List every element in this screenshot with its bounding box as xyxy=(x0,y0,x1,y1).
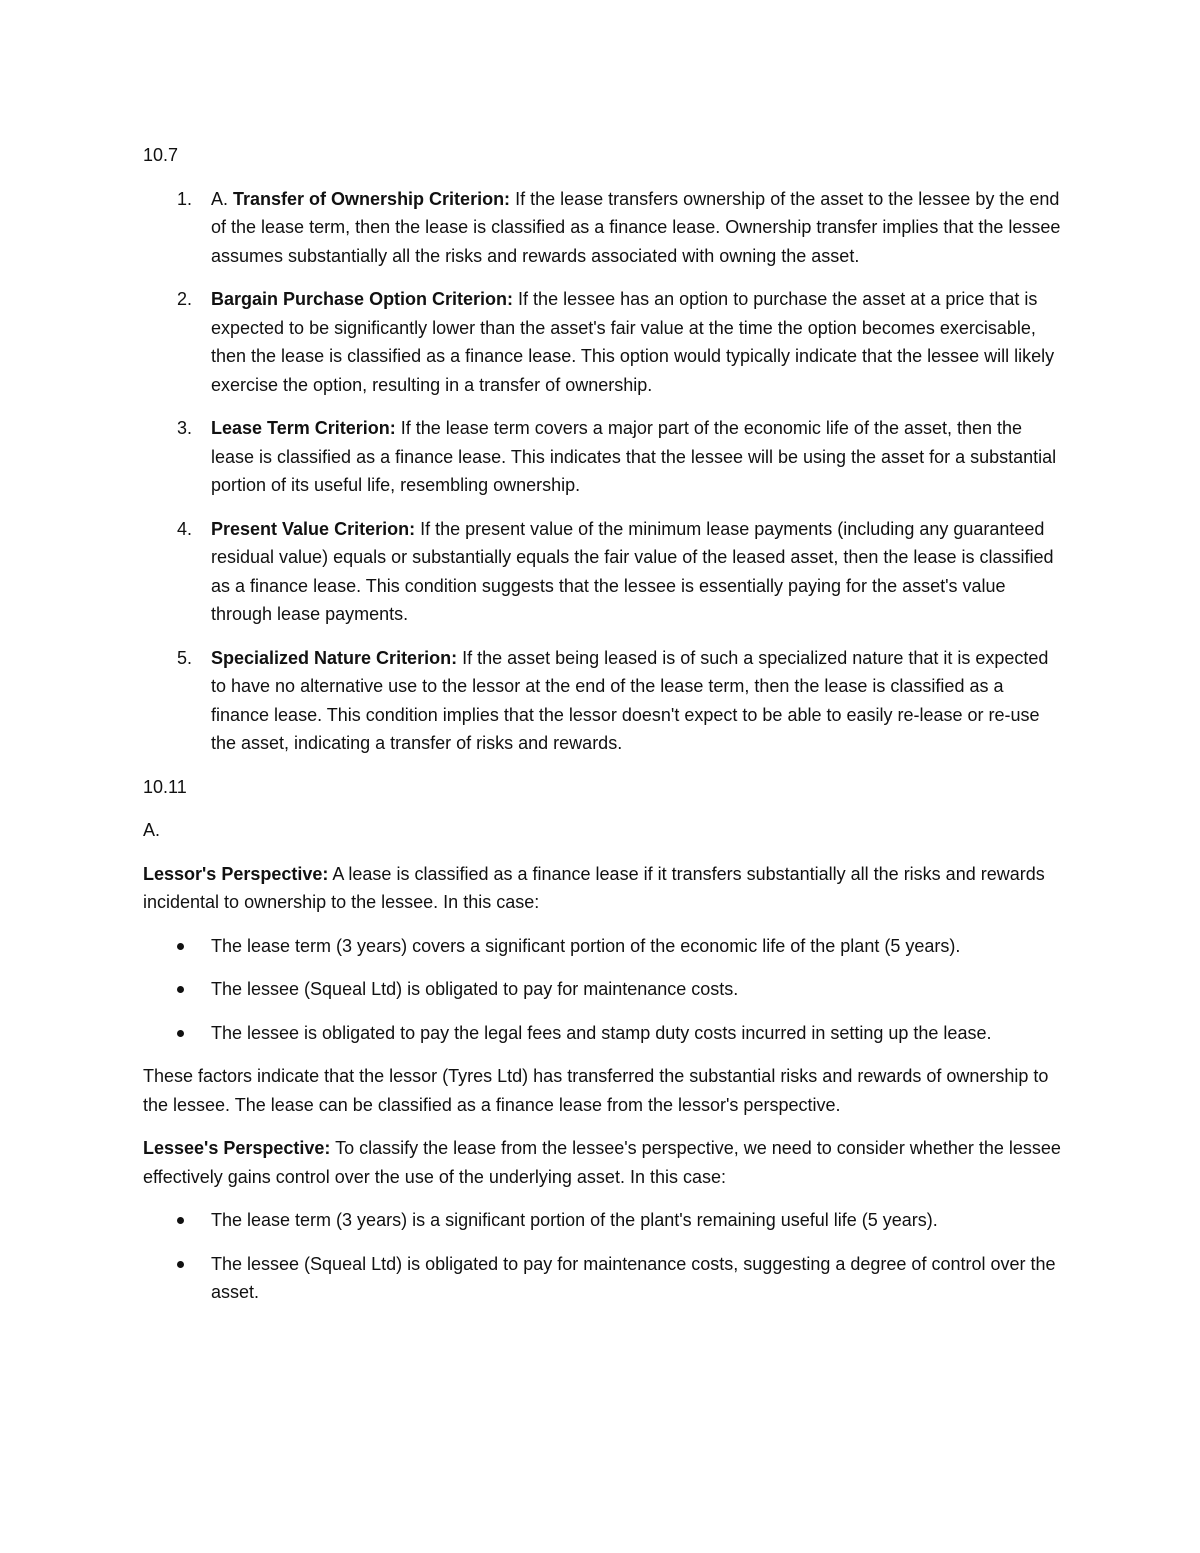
criterion-text: If the asset being leased is of such a specialized nature that it is expected to have no alternative use to the lessor at the end of the lease term, then the lease is classified as a finance lease. This condition implies that the lessor doesn't expect to be able to easily re-lease or re-use the asset, indicating a transfer of risks and rewards. xyxy=(211,647,1049,753)
list-number: 4. xyxy=(177,518,193,539)
criterion-item xyxy=(143,414,1063,500)
list-item xyxy=(143,932,1063,961)
criterion-title: Bargain Purchase Option Criterion: xyxy=(211,289,514,309)
lessor-perspective-title: Lessor's Perspective: xyxy=(143,863,329,884)
criterion-text: If the present value of the minimum lease payments (including any guaranteed residual value) equals or substantially equals the fair value of the leased asset, then the lease is classified as a finance lease. This condition suggests that the lessee is essentially paying for the asset's value through lease payments. xyxy=(211,518,1054,624)
criterion-title: Specialized Nature Criterion: xyxy=(211,647,458,668)
list-item xyxy=(143,1206,1063,1235)
section-number-10-7: 10.7 xyxy=(143,145,179,165)
list-number: 5. xyxy=(177,647,193,668)
lessor-conclusion: These factors indicate that the lessor (Tyres Ltd) has transferred the substantial risks and rewards of ownership to the lessee. The lease can be classified as a finance lease from the lessor's perspective. xyxy=(143,1066,1049,1115)
list-number: 1. xyxy=(177,188,193,209)
criteria-list xyxy=(143,185,1063,758)
document-page xyxy=(143,141,1063,1322)
criterion-item xyxy=(143,515,1063,629)
bullet-icon xyxy=(177,1261,184,1268)
criterion-title: Lease Term Criterion: xyxy=(211,418,396,438)
lessor-bullet-list xyxy=(143,932,1063,1048)
lessee-perspective-intro: To classify the lease from the lessee's perspective, we need to consider whether the lessee effectively gains control over the use of the underlying asset. In this case: xyxy=(143,1138,1061,1187)
bullet-icon xyxy=(177,1030,184,1037)
lessee-perspective-paragraph xyxy=(143,1134,1063,1191)
lessee-perspective-title: Lessee's Perspective: xyxy=(143,1138,331,1158)
criterion-title: Present Value Criterion: xyxy=(211,518,416,539)
criterion-item xyxy=(143,644,1063,758)
criterion-text: If the lessee has an option to purchase the asset at a price that is expected to be significantly lower than the asset's fair value at the time the option becomes exercisable, then the lease is classified as a finance lease. This option would typically indicate that the lessee will likely exercise the option, resulting in a transfer of ownership. xyxy=(211,289,1055,395)
list-number: 2. xyxy=(177,289,193,309)
criterion-prefix: A. xyxy=(211,188,234,209)
criterion-text: If the lease transfers ownership of the asset to the lessee by the end of the lease term, then the lease is classified as a finance lease. Ownership transfer implies that the lessee assumes substantially all the risks and rewards associated with owning the asset. xyxy=(211,188,1061,266)
criterion-text: If the lease term covers a major part of the economic life of the asset, then the lease is classified as a finance lease. This indicates that the lessee will be using the asset for a substantial portion of its useful life, resembling ownership. xyxy=(211,418,1057,495)
lessor-perspective-paragraph xyxy=(143,860,1063,917)
section-number-10-11: 10.11 xyxy=(143,776,187,797)
list-item xyxy=(143,1019,1063,1048)
bullet-text: The lease term (3 years) is a significant portion of the plant's remaining useful life (5 years). xyxy=(211,1210,938,1230)
bullet-icon xyxy=(177,943,184,950)
lessee-bullet-list xyxy=(143,1206,1063,1307)
bullet-text: The lessee is obligated to pay the legal fees and stamp duty costs incurred in setting up the lease. xyxy=(211,1022,992,1043)
list-number: 3. xyxy=(177,418,193,438)
bullet-text: The lessee (Squeal Ltd) is obligated to pay for maintenance costs. xyxy=(211,979,739,999)
criterion-item xyxy=(143,285,1063,399)
bullet-text: The lease term (3 years) covers a significant portion of the economic life of the plant (5 years). xyxy=(211,935,961,956)
bullet-text: The lessee (Squeal Ltd) is obligated to pay for maintenance costs, suggesting a degree of control over the asset. xyxy=(211,1253,1056,1302)
lessor-perspective-intro: A lease is classified as a finance lease if it transfers substantially all the risks and rewards incidental to ownership to the lessee. In this case: xyxy=(143,863,1045,912)
part-label: A. xyxy=(143,820,161,840)
list-item xyxy=(143,975,1063,1004)
bullet-icon xyxy=(177,1217,184,1224)
list-item xyxy=(143,1250,1063,1307)
bullet-icon xyxy=(177,986,184,993)
criterion-item xyxy=(143,185,1063,271)
criterion-title: Transfer of Ownership Criterion: xyxy=(233,188,511,209)
